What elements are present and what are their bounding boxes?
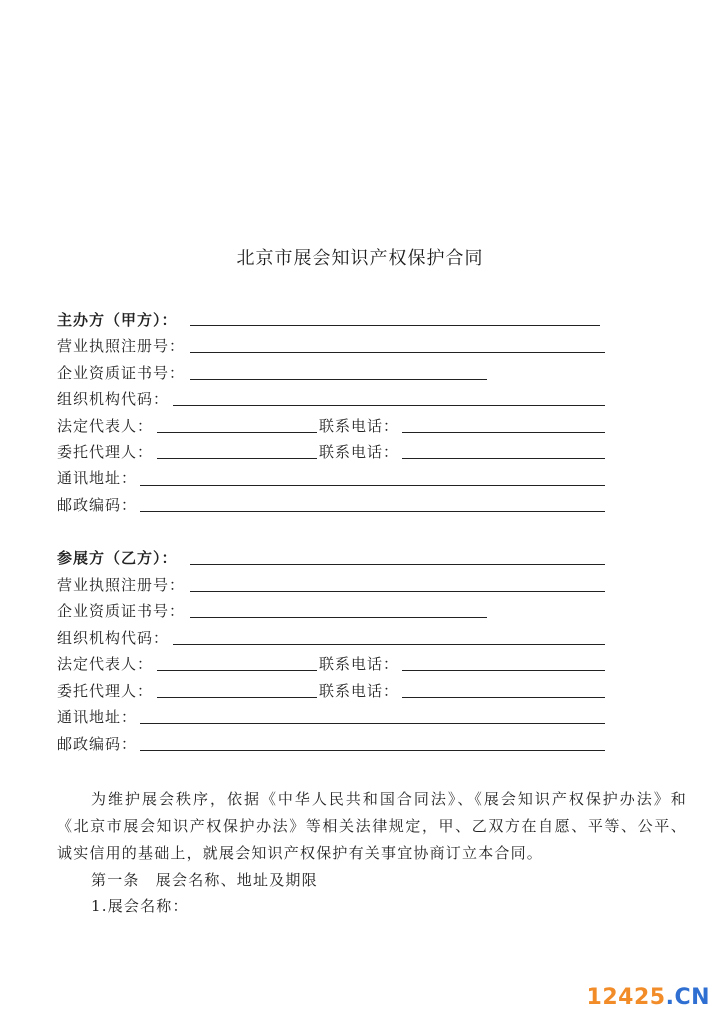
- preamble-paragraph: 为维护展会秩序，依据《中华人民共和国合同法》、《展会知识产权保护办法》和《北京市展会知识产权保护办法》等相关法律规定，甲、乙双方在自愿、平等、公平、诚实信用的基础上，就展会知识产权保护有关事宜协商订立本合同。: [57, 790, 687, 862]
- party-a-name-line: [190, 325, 600, 326]
- party-b-phone2-label: 联系电话：: [319, 682, 400, 700]
- party-a-phone2-line: [402, 458, 605, 459]
- party-a-postcode-label: 邮政编码：: [57, 496, 138, 514]
- party-b-legalrep-line: [157, 670, 317, 671]
- watermark-domain: CN: [674, 985, 710, 1010]
- party-b-phone1-line: [402, 670, 605, 671]
- party-b-postcode-line: [140, 750, 605, 751]
- party-b-phone1-label: 联系电话：: [319, 655, 400, 673]
- party-b-agent-label: 委托代理人：: [57, 682, 154, 700]
- item-1-event-name: 1.展会名称：: [91, 897, 189, 915]
- site-watermark-logo: [587, 985, 710, 1010]
- party-b-header-label: 参展方（乙方）：: [57, 549, 178, 567]
- article-1-heading: 第一条 展会名称、地址及期限: [91, 871, 318, 889]
- party-a-address-label: 通讯地址：: [57, 469, 138, 487]
- watermark-number: 12425: [586, 985, 666, 1010]
- party-b-license-label: 营业执照注册号：: [57, 576, 186, 594]
- party-b-qualification-label: 企业资质证书号：: [57, 602, 186, 620]
- party-b-orgcode-label: 组织机构代码：: [57, 629, 170, 647]
- party-b-address-label: 通讯地址：: [57, 708, 138, 726]
- watermark-dot: .: [665, 985, 675, 1010]
- party-b-orgcode-line: [173, 644, 605, 645]
- party-b-license-line: [190, 591, 605, 592]
- party-a-license-label: 营业执照注册号：: [57, 337, 186, 355]
- party-a-qualification-label: 企业资质证书号：: [57, 364, 186, 382]
- party-a-postcode-line: [140, 511, 605, 512]
- party-b-postcode-label: 邮政编码：: [57, 735, 138, 753]
- party-a-phone2-label: 联系电话：: [319, 443, 400, 461]
- party-a-legalrep-label: 法定代表人：: [57, 417, 154, 435]
- party-b-agent-line: [157, 697, 317, 698]
- party-b-phone2-line: [402, 697, 605, 698]
- party-a-agent-label: 委托代理人：: [57, 443, 154, 461]
- party-a-phone1-label: 联系电话：: [319, 417, 400, 435]
- document-title: 北京市展会知识产权保护合同: [236, 248, 484, 269]
- party-a-qualification-line: [190, 379, 487, 380]
- party-b-name-line: [190, 564, 605, 565]
- party-a-legalrep-line: [157, 432, 317, 433]
- party-a-phone1-line: [402, 432, 605, 433]
- party-a-orgcode-line: [173, 405, 605, 406]
- party-b-qualification-line: [190, 617, 487, 618]
- party-a-address-line: [140, 485, 605, 486]
- party-b-address-line: [140, 723, 605, 724]
- party-b-legalrep-label: 法定代表人：: [57, 655, 154, 673]
- party-a-license-line: [190, 352, 605, 353]
- party-a-agent-line: [157, 458, 317, 459]
- party-a-orgcode-label: 组织机构代码：: [57, 390, 170, 408]
- party-a-header-label: 主办方（甲方）：: [57, 311, 178, 329]
